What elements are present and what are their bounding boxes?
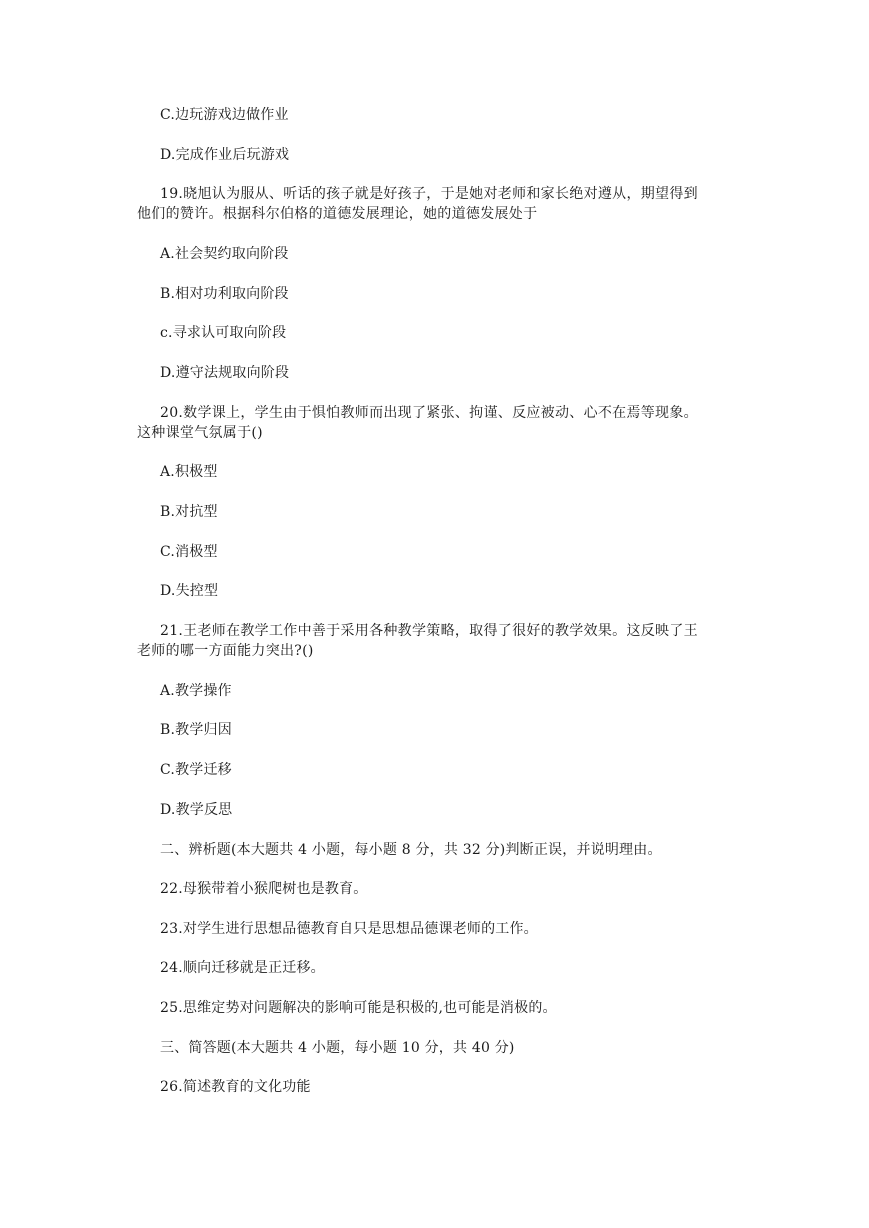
option-19-d: D.遵守法规取向阶段 [160,365,290,381]
question-20 [137,403,737,443]
question-19 [137,184,737,224]
option-21-a: A.教学操作 [160,683,232,699]
option-21-c: C.教学迁移 [160,762,232,778]
question-21 [137,621,737,661]
question-23: 23.对学生进行思想品德教育自只是思想品德课老师的工作。 [160,921,538,937]
option-21-b: B.教学归因 [160,722,232,738]
option-20-c: C.消极型 [160,544,218,560]
section-2-heading: 二、辨析题(本大题共 4 小题，每小题 8 分，共 32 分)判断正误，并说明理由。 [160,842,662,858]
question-21-line-2: 老师的哪一方面能力突出?() [137,643,314,659]
option-20-b: B.对抗型 [160,504,218,520]
question-20-line-2: 这种课堂气氛属于() [137,425,263,441]
option-20-a: A.积极型 [160,464,218,480]
question-21-line-1: 21.王老师在教学工作中善于采用各种教学策略，取得了很好的教学效果。这反映了王 [160,623,698,639]
question-20-line-1: 20.数学课上，学生由于惧怕教师而出现了紧张、拘谨、反应被动、心不在焉等现象。 [160,405,698,421]
question-19-line-1: 19.晓旭认为服从、听话的孩子就是好孩子，于是她对老师和家长绝对遵从，期望得到 [160,186,698,202]
question-22: 22.母猴带着小猴爬树也是教育。 [160,881,368,897]
option-19-c: c.寻求认可取向阶段 [160,325,287,341]
option-18-c: C.边玩游戏边做作业 [160,107,289,123]
question-26: 26.简述教育的文化功能 [160,1079,311,1095]
option-20-d: D.失控型 [160,583,219,599]
section-3-heading: 三、简答题(本大题共 4 小题，每小题 10 分，共 40 分) [160,1040,515,1056]
question-25: 25.思维定势对问题解决的影响可能是积极的,也可能是消极的。 [160,1000,557,1016]
option-19-a: A.社会契约取向阶段 [160,246,289,262]
option-21-d: D.教学反思 [160,802,233,818]
option-19-b: B.相对功利取向阶段 [160,286,289,302]
question-24: 24.顺向迁移就是正迁移。 [160,960,325,976]
question-19-line-2: 他们的赞许。根据科尔伯格的道德发展理论，她的道德发展处于 [137,206,538,222]
option-18-d: D.完成作业后玩游戏 [160,147,290,163]
